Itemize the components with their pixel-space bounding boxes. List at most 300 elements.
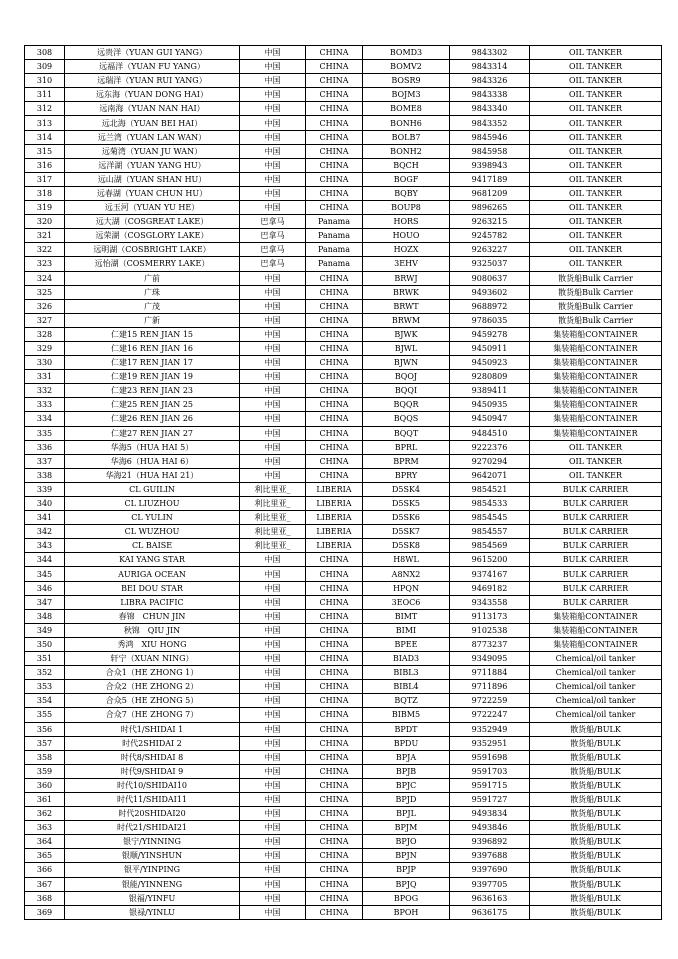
table-row: [25, 736, 662, 750]
imo-number-cell: 9352951: [450, 736, 530, 750]
flag-cn-cell: 中国: [240, 454, 306, 468]
call-sign-cell: BPDT: [363, 722, 450, 736]
call-sign-cell: D5SK7: [363, 525, 450, 539]
row-number-cell: 315: [25, 144, 65, 158]
ship-name-cell: 仁建26 REN JIAN 26: [65, 412, 240, 426]
imo-number-cell: 9343558: [450, 595, 530, 609]
imo-number-cell: 9843340: [450, 102, 530, 116]
ship-type-cell: 集装箱船CONTAINER: [530, 426, 662, 440]
flag-en-cell: CHINA: [306, 666, 363, 680]
flag-en-cell: Panama: [306, 229, 363, 243]
ship-name-cell: 远大湖（COSGREAT LAKE）: [65, 215, 240, 229]
table-row: [25, 891, 662, 905]
ship-name-cell: 时代21/SHIDAI21: [65, 821, 240, 835]
row-number-cell: 345: [25, 567, 65, 581]
imo-number-cell: 9263215: [450, 215, 530, 229]
imo-number-cell: 9374167: [450, 567, 530, 581]
imo-number-cell: 9854533: [450, 497, 530, 511]
row-number-cell: 367: [25, 877, 65, 891]
ship-type-cell: OIL TANKER: [530, 60, 662, 74]
ship-name-cell: 仁建23 REN JIAN 23: [65, 384, 240, 398]
ship-type-cell: 散货船Bulk Carrier: [530, 299, 662, 313]
row-number-cell: 321: [25, 229, 65, 243]
call-sign-cell: BPRL: [363, 440, 450, 454]
call-sign-cell: BPDU: [363, 736, 450, 750]
row-number-cell: 311: [25, 88, 65, 102]
ship-name-cell: 仁建27 REN JIAN 27: [65, 426, 240, 440]
call-sign-cell: BQBY: [363, 186, 450, 200]
flag-cn-cell: 中国: [240, 370, 306, 384]
row-number-cell: 361: [25, 792, 65, 806]
flag-en-cell: CHINA: [306, 46, 363, 60]
flag-cn-cell: 中国: [240, 666, 306, 680]
flag-en-cell: CHINA: [306, 158, 363, 172]
flag-en-cell: LIBERIA: [306, 497, 363, 511]
ship-name-cell: 远春湖（YUAN CHUN HU）: [65, 186, 240, 200]
flag-cn-cell: 中国: [240, 412, 306, 426]
row-number-cell: 348: [25, 609, 65, 623]
flag-cn-cell: 中国: [240, 764, 306, 778]
table-row: [25, 454, 662, 468]
table-row: [25, 116, 662, 130]
ship-name-cell: 合众7（HE ZHONG 7）: [65, 708, 240, 722]
ship-name-cell: 仁建16 REN JIAN 16: [65, 341, 240, 355]
row-number-cell: 327: [25, 313, 65, 327]
ship-name-cell: 时代2SHIDAI 2: [65, 736, 240, 750]
ship-type-cell: OIL TANKER: [530, 440, 662, 454]
flag-cn-cell: 中国: [240, 722, 306, 736]
ship-type-cell: 集装箱船CONTAINER: [530, 637, 662, 651]
call-sign-cell: BPOG: [363, 891, 450, 905]
imo-number-cell: 9681209: [450, 186, 530, 200]
table-row: [25, 652, 662, 666]
imo-number-cell: 9352949: [450, 722, 530, 736]
table-row: [25, 567, 662, 581]
row-number-cell: 350: [25, 637, 65, 651]
imo-number-cell: 9642071: [450, 468, 530, 482]
flag-cn-cell: 中国: [240, 426, 306, 440]
ship-type-cell: 集装箱船CONTAINER: [530, 384, 662, 398]
flag-en-cell: CHINA: [306, 708, 363, 722]
flag-en-cell: CHINA: [306, 553, 363, 567]
flag-cn-cell: 中国: [240, 877, 306, 891]
table-row: [25, 215, 662, 229]
call-sign-cell: HOUO: [363, 229, 450, 243]
call-sign-cell: BIAD3: [363, 652, 450, 666]
table-row: [25, 299, 662, 313]
table-row: [25, 722, 662, 736]
flag-en-cell: CHINA: [306, 891, 363, 905]
imo-number-cell: 9615200: [450, 553, 530, 567]
ship-type-cell: 散货船/BULK: [530, 905, 662, 919]
ship-type-cell: 散货船/BULK: [530, 778, 662, 792]
ship-type-cell: BULK CARRIER: [530, 497, 662, 511]
row-number-cell: 363: [25, 821, 65, 835]
flag-en-cell: CHINA: [306, 412, 363, 426]
ship-name-cell: CL GUILIN: [65, 482, 240, 496]
table-row: [25, 539, 662, 553]
imo-number-cell: 9469182: [450, 581, 530, 595]
flag-en-cell: CHINA: [306, 863, 363, 877]
call-sign-cell: BOMD3: [363, 46, 450, 60]
table-row: [25, 525, 662, 539]
flag-en-cell: CHINA: [306, 88, 363, 102]
flag-en-cell: CHINA: [306, 356, 363, 370]
flag-cn-cell: 利比里亚_: [240, 497, 306, 511]
ship-name-cell: 远南海（YUAN NAN HAI）: [65, 102, 240, 116]
table-row: [25, 581, 662, 595]
table-row: [25, 468, 662, 482]
ship-name-cell: 仁建15 REN JIAN 15: [65, 327, 240, 341]
table-row: [25, 412, 662, 426]
flag-cn-cell: 中国: [240, 680, 306, 694]
imo-number-cell: 9263227: [450, 243, 530, 257]
table-row: [25, 257, 662, 271]
call-sign-cell: BPEE: [363, 637, 450, 651]
ship-type-cell: OIL TANKER: [530, 46, 662, 60]
call-sign-cell: BIMT: [363, 609, 450, 623]
row-number-cell: 341: [25, 511, 65, 525]
flag-en-cell: CHINA: [306, 186, 363, 200]
table-row: [25, 356, 662, 370]
flag-cn-cell: 巴拿马: [240, 215, 306, 229]
ship-name-cell: 华海6（HUA HAI 6）: [65, 454, 240, 468]
ship-type-cell: BULK CARRIER: [530, 482, 662, 496]
ship-type-cell: OIL TANKER: [530, 454, 662, 468]
row-number-cell: 351: [25, 652, 65, 666]
imo-number-cell: 9349095: [450, 652, 530, 666]
imo-number-cell: 9688972: [450, 299, 530, 313]
flag-cn-cell: 利比里亚_: [240, 525, 306, 539]
flag-cn-cell: 中国: [240, 778, 306, 792]
imo-number-cell: 9636163: [450, 891, 530, 905]
ship-name-cell: 银平/YINPING: [65, 863, 240, 877]
flag-cn-cell: 中国: [240, 694, 306, 708]
flag-en-cell: CHINA: [306, 299, 363, 313]
flag-en-cell: CHINA: [306, 285, 363, 299]
flag-cn-cell: 中国: [240, 74, 306, 88]
imo-number-cell: 9843302: [450, 46, 530, 60]
flag-cn-cell: 中国: [240, 637, 306, 651]
imo-number-cell: 9450935: [450, 398, 530, 412]
flag-cn-cell: 中国: [240, 553, 306, 567]
flag-en-cell: CHINA: [306, 313, 363, 327]
ship-name-cell: 远荣湖（COSGLORY LAKE）: [65, 229, 240, 243]
ship-type-cell: BULK CARRIER: [530, 567, 662, 581]
ship-type-cell: Chemical/oil tanker: [530, 652, 662, 666]
table-row: [25, 243, 662, 257]
call-sign-cell: BOGF: [363, 172, 450, 186]
imo-number-cell: 9845946: [450, 130, 530, 144]
flag-en-cell: Panama: [306, 215, 363, 229]
row-number-cell: 358: [25, 750, 65, 764]
flag-cn-cell: 利比里亚_: [240, 482, 306, 496]
call-sign-cell: BQQS: [363, 412, 450, 426]
ship-name-cell: AURIGA OCEAN: [65, 567, 240, 581]
call-sign-cell: BPJP: [363, 863, 450, 877]
ship-name-cell: 广新: [65, 313, 240, 327]
flag-en-cell: CHINA: [306, 201, 363, 215]
call-sign-cell: BOUP8: [363, 201, 450, 215]
row-number-cell: 326: [25, 299, 65, 313]
table-row: [25, 158, 662, 172]
flag-en-cell: CHINA: [306, 877, 363, 891]
flag-cn-cell: 中国: [240, 609, 306, 623]
flag-cn-cell: 利比里亚_: [240, 511, 306, 525]
ship-name-cell: 银顺/YINSHUN: [65, 849, 240, 863]
imo-number-cell: 9843326: [450, 74, 530, 88]
imo-number-cell: 9591698: [450, 750, 530, 764]
table-row: [25, 370, 662, 384]
imo-number-cell: 9493846: [450, 821, 530, 835]
ship-type-cell: Chemical/oil tanker: [530, 680, 662, 694]
ship-type-cell: BULK CARRIER: [530, 511, 662, 525]
ship-name-cell: 远瑞洋（YUAN RUI YANG）: [65, 74, 240, 88]
ship-type-cell: Chemical/oil tanker: [530, 666, 662, 680]
ship-type-cell: OIL TANKER: [530, 144, 662, 158]
ship-name-cell: 华海5（HUA HAI 5）: [65, 440, 240, 454]
flag-cn-cell: 巴拿马: [240, 243, 306, 257]
flag-en-cell: CHINA: [306, 60, 363, 74]
flag-en-cell: CHINA: [306, 116, 363, 130]
call-sign-cell: BOMV2: [363, 60, 450, 74]
imo-number-cell: 9843352: [450, 116, 530, 130]
call-sign-cell: BQQR: [363, 398, 450, 412]
flag-cn-cell: 中国: [240, 595, 306, 609]
ship-name-cell: 广前: [65, 271, 240, 285]
ship-name-cell: 轩宁（XUAN NING）: [65, 652, 240, 666]
flag-en-cell: CHINA: [306, 327, 363, 341]
row-number-cell: 310: [25, 74, 65, 88]
ship-type-cell: OIL TANKER: [530, 215, 662, 229]
table-row: [25, 60, 662, 74]
flag-cn-cell: 中国: [240, 88, 306, 102]
call-sign-cell: BONH2: [363, 144, 450, 158]
flag-en-cell: CHINA: [306, 778, 363, 792]
ship-name-cell: 远福洋（YUAN FU YANG）: [65, 60, 240, 74]
flag-cn-cell: 中国: [240, 849, 306, 863]
ship-type-cell: Chemical/oil tanker: [530, 694, 662, 708]
flag-cn-cell: 中国: [240, 736, 306, 750]
call-sign-cell: BPJD: [363, 792, 450, 806]
ship-name-cell: 时代9/SHIDAI 9: [65, 764, 240, 778]
flag-cn-cell: 中国: [240, 905, 306, 919]
flag-en-cell: CHINA: [306, 694, 363, 708]
call-sign-cell: BPJO: [363, 835, 450, 849]
ship-type-cell: BULK CARRIER: [530, 553, 662, 567]
imo-number-cell: 9459278: [450, 327, 530, 341]
row-number-cell: 335: [25, 426, 65, 440]
flag-cn-cell: 中国: [240, 130, 306, 144]
ship-type-cell: OIL TANKER: [530, 229, 662, 243]
flag-en-cell: CHINA: [306, 750, 363, 764]
call-sign-cell: BPJN: [363, 849, 450, 863]
row-number-cell: 366: [25, 863, 65, 877]
table-row: [25, 778, 662, 792]
row-number-cell: 319: [25, 201, 65, 215]
table-row: [25, 384, 662, 398]
call-sign-cell: BONH6: [363, 116, 450, 130]
ship-name-cell: 银禄/YINLU: [65, 905, 240, 919]
imo-number-cell: 9845958: [450, 144, 530, 158]
flag-en-cell: Panama: [306, 257, 363, 271]
call-sign-cell: BPJQ: [363, 877, 450, 891]
ship-type-cell: 集装箱船CONTAINER: [530, 412, 662, 426]
flag-cn-cell: 中国: [240, 567, 306, 581]
call-sign-cell: H8WL: [363, 553, 450, 567]
flag-cn-cell: 中国: [240, 172, 306, 186]
ship-type-cell: OIL TANKER: [530, 172, 662, 186]
flag-en-cell: CHINA: [306, 680, 363, 694]
imo-number-cell: 9389411: [450, 384, 530, 398]
row-number-cell: 337: [25, 454, 65, 468]
flag-cn-cell: 中国: [240, 144, 306, 158]
imo-number-cell: 9080637: [450, 271, 530, 285]
call-sign-cell: BQCH: [363, 158, 450, 172]
ship-type-cell: 散货船/BULK: [530, 792, 662, 806]
flag-en-cell: CHINA: [306, 398, 363, 412]
table-row: [25, 201, 662, 215]
call-sign-cell: BPRM: [363, 454, 450, 468]
row-number-cell: 336: [25, 440, 65, 454]
flag-cn-cell: 中国: [240, 356, 306, 370]
flag-en-cell: Panama: [306, 243, 363, 257]
flag-en-cell: CHINA: [306, 468, 363, 482]
ship-type-cell: OIL TANKER: [530, 243, 662, 257]
table-row: [25, 821, 662, 835]
imo-number-cell: 9396892: [450, 835, 530, 849]
ship-name-cell: 远山湖（YUAN SHAN HU）: [65, 172, 240, 186]
call-sign-cell: BOME8: [363, 102, 450, 116]
ship-name-cell: 远菊湾（YUAN JU WAN）: [65, 144, 240, 158]
imo-number-cell: 9493834: [450, 807, 530, 821]
imo-number-cell: 9854557: [450, 525, 530, 539]
ship-type-cell: 散货船/BULK: [530, 807, 662, 821]
flag-cn-cell: 中国: [240, 102, 306, 116]
flag-en-cell: CHINA: [306, 144, 363, 158]
call-sign-cell: BOSR9: [363, 74, 450, 88]
imo-number-cell: 9854569: [450, 539, 530, 553]
ship-type-cell: 集装箱船CONTAINER: [530, 356, 662, 370]
flag-en-cell: CHINA: [306, 384, 363, 398]
ship-name-cell: 时代11/SHIDAI11: [65, 792, 240, 806]
imo-number-cell: 9636175: [450, 905, 530, 919]
ship-type-cell: OIL TANKER: [530, 468, 662, 482]
flag-en-cell: CHINA: [306, 271, 363, 285]
ship-type-cell: Chemical/oil tanker: [530, 708, 662, 722]
ship-name-cell: CL WUZHOU: [65, 525, 240, 539]
imo-number-cell: 9397705: [450, 877, 530, 891]
ship-name-cell: 时代1/SHIDAI 1: [65, 722, 240, 736]
row-number-cell: 346: [25, 581, 65, 595]
flag-cn-cell: 中国: [240, 158, 306, 172]
flag-en-cell: CHINA: [306, 807, 363, 821]
flag-cn-cell: 中国: [240, 708, 306, 722]
ship-name-cell: 仁建25 REN JIAN 25: [65, 398, 240, 412]
ship-type-cell: 散货船/BULK: [530, 863, 662, 877]
imo-number-cell: 9245782: [450, 229, 530, 243]
table-row: [25, 708, 662, 722]
flag-en-cell: CHINA: [306, 623, 363, 637]
row-number-cell: 357: [25, 736, 65, 750]
row-number-cell: 343: [25, 539, 65, 553]
row-number-cell: 318: [25, 186, 65, 200]
row-number-cell: 340: [25, 497, 65, 511]
flag-cn-cell: 中国: [240, 271, 306, 285]
row-number-cell: 308: [25, 46, 65, 60]
row-number-cell: 332: [25, 384, 65, 398]
imo-number-cell: 9786035: [450, 313, 530, 327]
call-sign-cell: BPJC: [363, 778, 450, 792]
ship-type-cell: OIL TANKER: [530, 201, 662, 215]
flag-en-cell: CHINA: [306, 341, 363, 355]
ship-type-cell: 散货船/BULK: [530, 821, 662, 835]
ship-name-cell: 远北海（YUAN BEI HAI）: [65, 116, 240, 130]
imo-number-cell: 9711896: [450, 680, 530, 694]
ship-type-cell: 集装箱船CONTAINER: [530, 327, 662, 341]
ship-name-cell: 春锦 CHUN JIN: [65, 609, 240, 623]
table-row: [25, 694, 662, 708]
table-row: [25, 511, 662, 525]
table-row: [25, 497, 662, 511]
imo-number-cell: 9397688: [450, 849, 530, 863]
flag-cn-cell: 中国: [240, 341, 306, 355]
table-row: [25, 637, 662, 651]
flag-cn-cell: 中国: [240, 327, 306, 341]
call-sign-cell: BPJA: [363, 750, 450, 764]
flag-cn-cell: 中国: [240, 835, 306, 849]
table-row: [25, 130, 662, 144]
table-row: [25, 849, 662, 863]
table-row: [25, 186, 662, 200]
ship-type-cell: 集装箱船CONTAINER: [530, 609, 662, 623]
call-sign-cell: BIMI: [363, 623, 450, 637]
ship-type-cell: 集装箱船CONTAINER: [530, 623, 662, 637]
row-number-cell: 309: [25, 60, 65, 74]
flag-en-cell: CHINA: [306, 736, 363, 750]
call-sign-cell: A8NX2: [363, 567, 450, 581]
ship-name-cell: 时代20SHIDAI20: [65, 807, 240, 821]
call-sign-cell: BJWN: [363, 356, 450, 370]
imo-number-cell: 9222376: [450, 440, 530, 454]
flag-en-cell: CHINA: [306, 426, 363, 440]
call-sign-cell: BQQI: [363, 384, 450, 398]
row-number-cell: 323: [25, 257, 65, 271]
row-number-cell: 355: [25, 708, 65, 722]
row-number-cell: 368: [25, 891, 65, 905]
call-sign-cell: BQTZ: [363, 694, 450, 708]
imo-number-cell: 9896265: [450, 201, 530, 215]
ship-type-cell: OIL TANKER: [530, 88, 662, 102]
flag-en-cell: CHINA: [306, 102, 363, 116]
row-number-cell: 354: [25, 694, 65, 708]
call-sign-cell: HPQN: [363, 581, 450, 595]
ship-type-cell: BULK CARRIER: [530, 595, 662, 609]
ship-name-cell: 远贵洋（YUAN GUI YANG）: [65, 46, 240, 60]
table-row: [25, 482, 662, 496]
row-number-cell: 338: [25, 468, 65, 482]
ship-name-cell: CL LIUZHOU: [65, 497, 240, 511]
row-number-cell: 369: [25, 905, 65, 919]
flag-cn-cell: 中国: [240, 313, 306, 327]
table-row: [25, 426, 662, 440]
flag-en-cell: CHINA: [306, 74, 363, 88]
flag-en-cell: CHINA: [306, 722, 363, 736]
row-number-cell: 364: [25, 835, 65, 849]
flag-cn-cell: 巴拿马: [240, 229, 306, 243]
imo-number-cell: 9450911: [450, 341, 530, 355]
flag-cn-cell: 中国: [240, 60, 306, 74]
